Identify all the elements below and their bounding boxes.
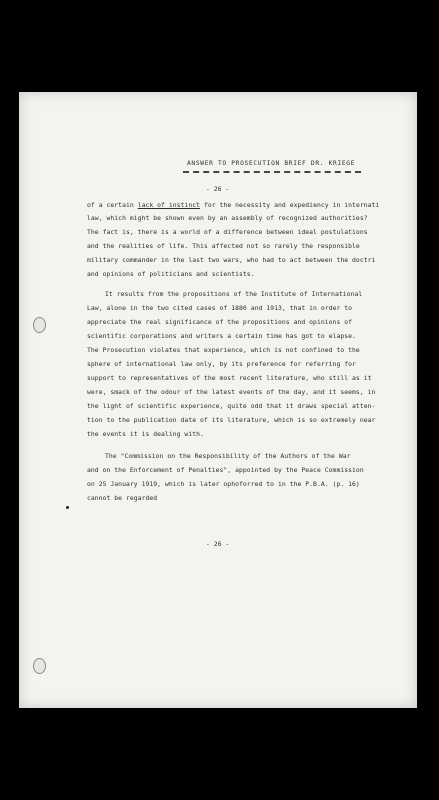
paragraph-2-line-1: It results from the propositions of the Institute of International bbox=[105, 290, 363, 298]
paragraph-2-line-3: appreciate the real significance of the propositions and opinions of bbox=[87, 318, 353, 326]
paragraph-3-line-3: on 25 January 1919, which is later ophoforred to in the P.B.A. (p. 16) bbox=[87, 480, 360, 488]
paragraph-3-line-1: The "Commission on the Responsibility of the Authors of the War bbox=[105, 452, 351, 460]
paragraph-2-line-10: tion to the publication date of its literature, which is so extremely near bbox=[87, 416, 376, 424]
page-heading: ANSWER TO PROSECUTION BRIEF DR. KRIEGE bbox=[187, 160, 356, 167]
punch-hole bbox=[33, 658, 46, 674]
page-number-top: - 26 - bbox=[206, 185, 230, 193]
paragraph-2-line-6: sphere of international law only, by its preference for referring for bbox=[87, 360, 356, 368]
paragraph-1-line-4: and the realities of life. This affected not so rarely the responsible bbox=[87, 242, 360, 250]
paragraph-2-line-7: support to representatives of the most recent literature, who still as it bbox=[87, 374, 372, 382]
margin-dot bbox=[66, 506, 69, 509]
paragraph-2-line-9: the light of scientific experience, quite odd that it draws special atten- bbox=[87, 402, 376, 410]
paragraph-2-line-11: the events it is dealing with. bbox=[87, 430, 204, 438]
heading-underline bbox=[183, 171, 361, 173]
page-number-bottom: - 26 - bbox=[206, 540, 230, 548]
paragraph-3-line-2: and on the Enforcement of Penalties", appointed by the Peace Commission bbox=[87, 466, 364, 474]
paragraph-1-line-1: of a certain lack of instinct for the necessity and expediency in internati bbox=[87, 201, 380, 209]
paragraph-1-line-3: The fact is, there is a world of a difference between ideal postulations bbox=[87, 228, 368, 236]
paragraph-1-line-6: and opinions of politicians and scientists. bbox=[87, 270, 255, 278]
paragraph-1-line-5: military commander in the last two wars, who had to act between the doctri bbox=[87, 256, 376, 264]
paragraph-2-line-2: Law, alone in the two cited cases of 1880 and 1913, that in order to bbox=[87, 304, 353, 312]
paragraph-3-line-4: cannot be regarded bbox=[87, 494, 158, 502]
paragraph-2-line-5: The Prosecution violates that experience, which is not confined to the bbox=[87, 346, 360, 354]
punch-hole bbox=[33, 317, 46, 333]
underlined-phrase: lack of instinct bbox=[137, 201, 201, 209]
paragraph-2-line-8: were, smack of the odour of the latest events of the day, and it seems, in bbox=[87, 388, 376, 396]
paragraph-1-line-2: law, which might be shown even by an assembly of recognized authorities? bbox=[87, 214, 368, 222]
paragraph-2-line-4: scientific corporations and writers a certain time has got to elapse. bbox=[87, 332, 356, 340]
